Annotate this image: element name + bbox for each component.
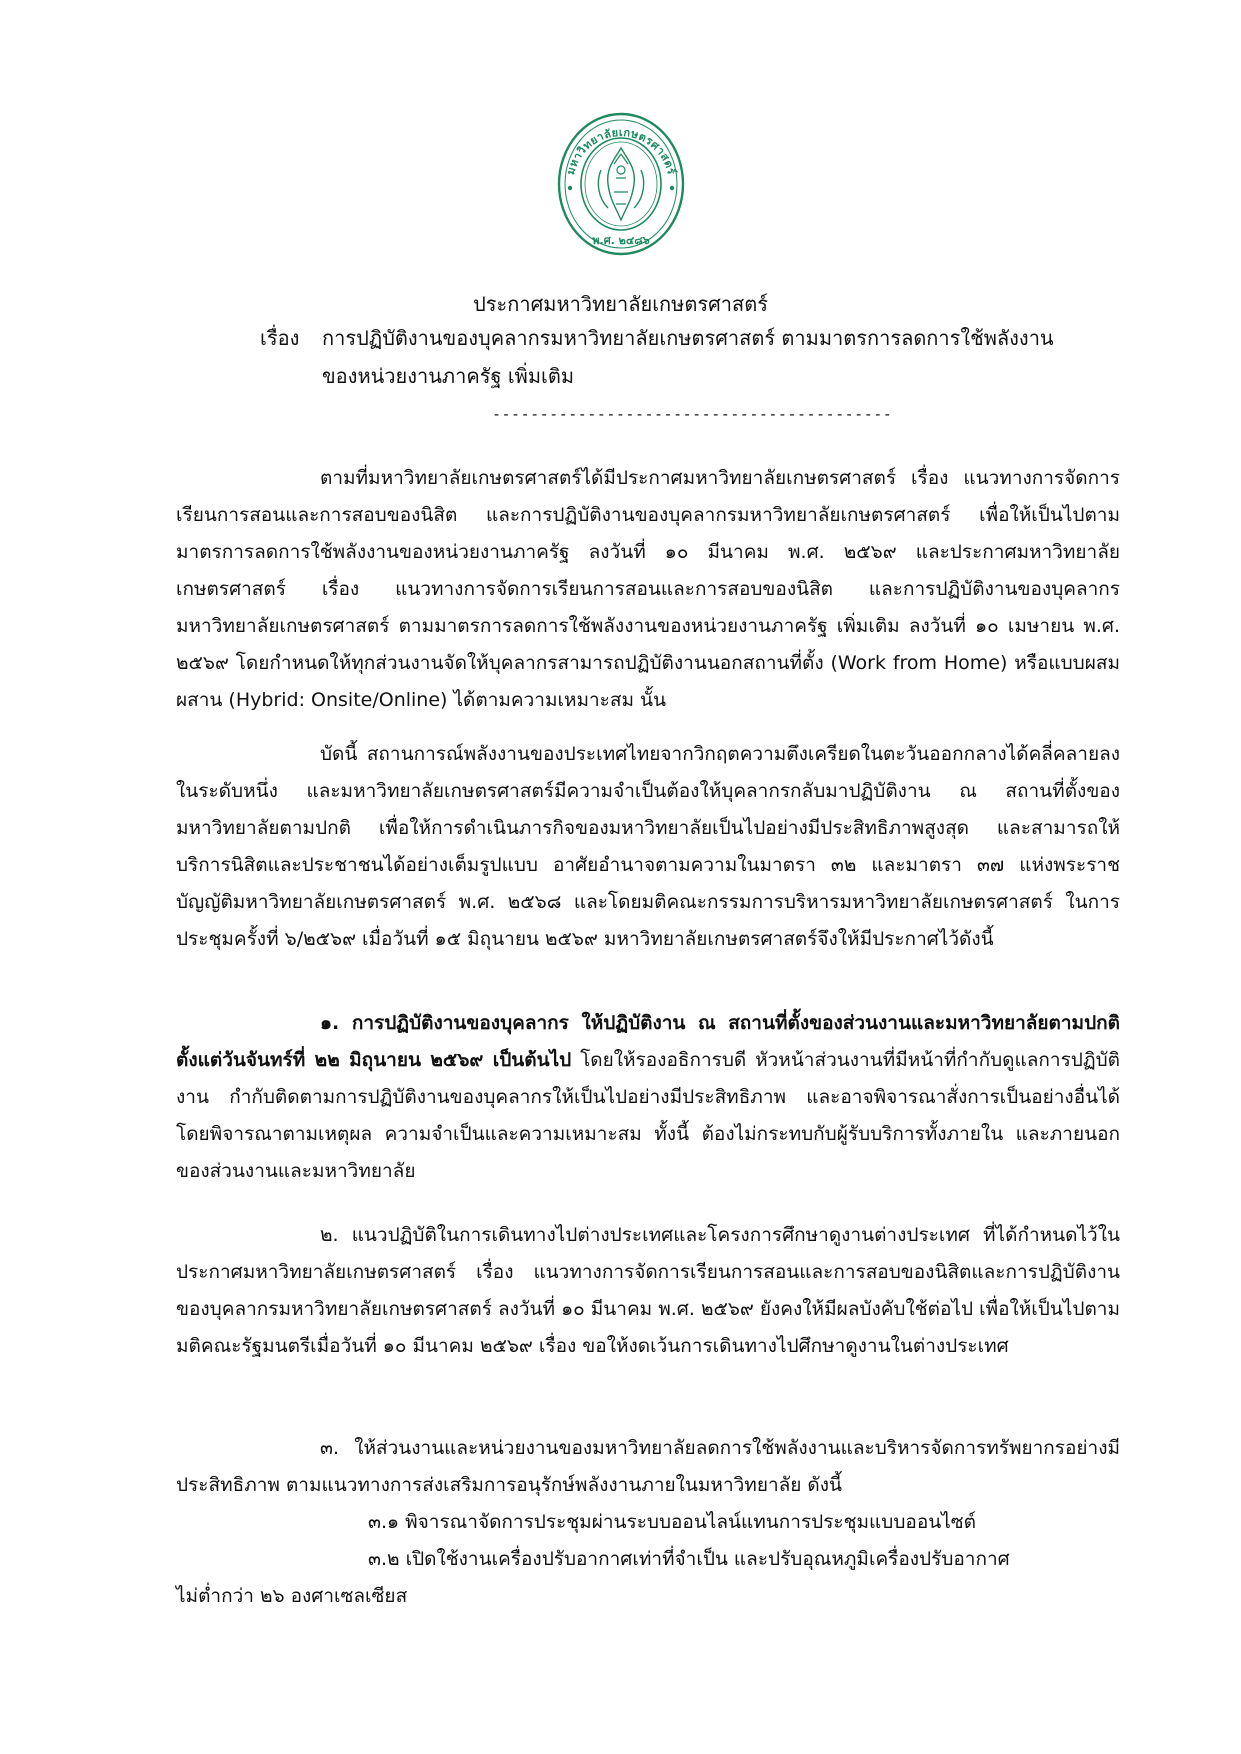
paragraph-clause-2: ๒. แนวปฏิบัติในการเดินทางไปต่างประเทศและโครงการศึกษาดูงานต่างประเทศ ที่ได้กำหนดไว้ในประกาศมหาวิทยาลัยเกษตรศาสตร์ เรื่อง แนวทางการจัดการเรียนการสอนและการสอบของนิสิตและการปฏิบัติงานของบุคลากรมหาวิทยาลัยเกษตรศาสตร์ ลงวันที่ ๑๐ มีนาคม พ.ศ. ๒๕๖๙ ยังคงให้มีผลบังคับใช้ต่อไป เพื่อให้เป็นไปตามมติคณะรัฐมนตรีเมื่อวันที่ ๑๐ มีนาคม ๒๕๖๙ เรื่อง ขอให้งดเว้นการเดินทางไปศึกษาดูงานในต่างประเทศ: [176, 1224, 1120, 1357]
university-seal-logo: [556, 108, 686, 258]
sub-clause-3-2: ๓.๒ เปิดใช้งานเครื่องปรับอากาศเท่าที่จำเป็น และปรับอุณหภูมิเครื่องปรับอากาศ: [368, 1548, 1010, 1570]
paragraph-decision: บัดนี้ สถานการณ์พลังงานของประเทศไทยจากวิกฤตความตึงเครียดในตะวันออกกลางได้คลี่คลายลงในระดับหนึ่ง และมหาวิทยาลัยเกษตรศาสตร์มีความจำเป็นต้องให้บุคลากรกลับมาปฏิบัติงาน ณ สถานที่ตั้งของมหาวิทยาลัยตามปกติ เพื่อให้การดำเนินภารกิจของมหาวิทยาลัยเป็นไปอย่างมีประสิทธิภาพสูงสุด และสามารถให้บริการนิสิตและประชาชนได้อย่างเต็มรูปแบบ อาศัยอำนาจตามความในมาตรา ๓๒ และมาตรา ๓๗ แห่งพระราชบัญญัติมหาวิทยาลัยเกษตรศาสตร์ พ.ศ. ๒๕๖๘ และโดยมติคณะกรรมการบริหารมหาวิทยาลัยเกษตรศาสตร์ ในการประชุมครั้งที่ ๖/๒๕๖๙ เมื่อวันที่ ๑๕ มิถุนายน ๒๕๖๙ มหาวิทยาลัยเกษตรศาสตร์จึงให้มีประกาศไว้ดังนี้: [176, 743, 1120, 950]
clause-1-text: โดยให้รองอธิการบดี หัวหน้าส่วนงานที่มีหน้าที่กำกับดูแลการปฏิบัติงาน กำกับติดตามการปฏิบัติงานของบุคลากรให้เป็นไปอย่างมีประสิทธิภาพ และอาจพิจารณาสั่งการเป็นอย่างอื่นได้ โดยพิจารณาตามเหตุผล ความจำเป็นและความเหมาะสม ทั้งนี้ ต้องไม่กระทบกับผู้รับบริการทั้งภายใน และภายนอก ของส่วนงานและมหาวิทยาลัย: [176, 1049, 1120, 1182]
header-divider: ------------------------------------------: [492, 405, 893, 423]
announcement-body: [176, 460, 1120, 995]
paragraph-clause-3: ๓. ให้ส่วนงานและหน่วยงานของมหาวิทยาลัยลดการใช้พลังงานและบริหารจัดการทรัพยากรอย่างมีประสิทธิภาพ ตามแนวทางการส่งเสริมการอนุรักษ์พลังงานภายในมหาวิทยาลัย ดังนี้: [176, 1437, 1120, 1496]
clause-3: [176, 1430, 1120, 1504]
svg-text:มหาวิทยาลัยเกษตรศาสตร์: [564, 126, 678, 176]
paragraph-background: ตามที่มหาวิทยาลัยเกษตรศาสตร์ได้มีประกาศมหาวิทยาลัยเกษตรศาสตร์ เรื่อง แนวทางการจัดการเรียนการสอนและการสอบของนิสิต และการปฏิบัติงานของบุคลากรมหาวิทยาลัยเกษตรศาสตร์ เพื่อให้เป็นไปตามมาตรการลดการใช้พลังงานของหน่วยงานภาครัฐ ลงวันที่ ๑๐ มีนาคม พ.ศ. ๒๕๖๙ และประกาศมหาวิทยาลัยเกษตรศาสตร์ เรื่อง แนวทางการจัดการเรียนการสอนและการสอบของนิสิต และการปฏิบัติงานของบุคลากรมหาวิทยาลัยเกษตรศาสตร์ ตามมาตรการลดการใช้พลังงานของหน่วยงานภาครัฐ เพิ่มเติม ลงวันที่ ๑๐ เมษายน พ.ศ. ๒๕๖๙ โดยกำหนดให้ทุกส่วนงานจัดให้บุคลากรสามารถปฏิบัติงานนอกสถานที่ตั้ง (Work from Home) หรือแบบผสมผสาน (Hybrid: Onsite/Online) ได้ตามความเหมาะสม นั้น: [176, 467, 1120, 711]
sub-clause-3-2-continued: ไม่ต่ำกว่า ๒๖ องศาเซลเซียส: [176, 1585, 408, 1607]
subject-label: เรื่อง: [260, 326, 300, 350]
seal-ring-text: มหาวิทยาลัยเกษตรศาสตร์: [563, 125, 679, 177]
sub-clauses: [176, 1504, 1120, 1615]
sub-clause-3-1: ๓.๑ พิจารณาจัดการประชุมผ่านระบบออนไลน์แทนการประชุมแบบออนไซต์: [368, 1511, 977, 1533]
paragraph-clause-1: [176, 1005, 1120, 1190]
announcement-title: ประกาศมหาวิทยาลัยเกษตรศาสตร์: [473, 292, 768, 316]
clause-1: [176, 1005, 1120, 1190]
seal-year-text: พ.ศ. ๒๔๘๖: [592, 234, 650, 247]
clause-1-bold-text: ๑. การปฏิบัติงานของบุคลากร ให้ปฏิบัติงาน ณ สถานที่ตั้งของส่วนงานและมหาวิทยาลัยตามปกติ ตั้งแต่วันจันทร์ที่ ๒๒ มิถุนายน ๒๕๖๙ เป็นต้นไป: [176, 1012, 1120, 1071]
subject-line-1: การปฏิบัติงานของบุคลากรมหาวิทยาลัยเกษตรศาสตร์ ตามมาตรการลดการใช้พลังงาน: [322, 326, 1054, 350]
subject-line-2: ของหน่วยงานภาครัฐ เพิ่มเติม: [322, 364, 575, 388]
clause-2: [176, 1217, 1120, 1402]
